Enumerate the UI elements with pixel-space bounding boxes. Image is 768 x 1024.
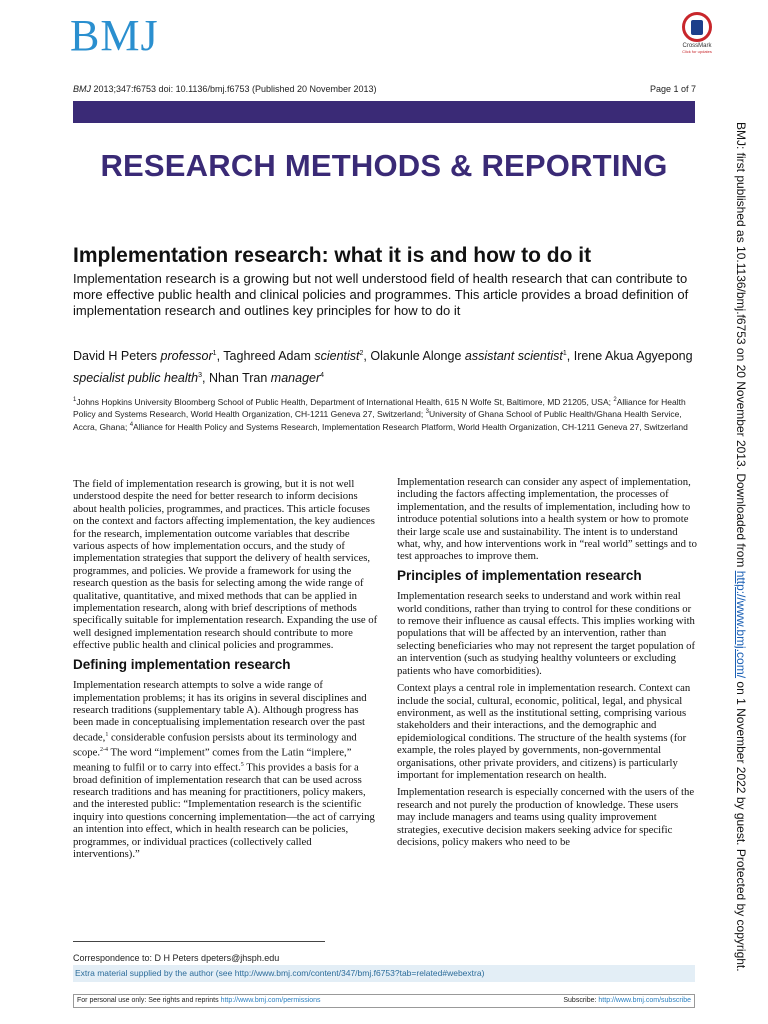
crossmark-label: CrossMark [682, 43, 712, 49]
page-footer [73, 994, 695, 1008]
personal-use-note: For personal use only: See rights and reprints [77, 997, 221, 1004]
extra-material-note[interactable]: Extra material supplied by the author (see http://www.bmj.com/content/347/bmj.f6753?tab=related#webextra) [73, 965, 695, 982]
reference-mark[interactable]: 2-4 [100, 746, 109, 753]
body-column-left [73, 478, 381, 865]
author-name: Olakunle Alonge [370, 349, 462, 364]
subscribe-label: Subscribe: [563, 997, 599, 1004]
author-affiliation-ref: 3 [198, 372, 202, 380]
permissions-link[interactable]: http://www.bmj.com/permissions [220, 997, 321, 1004]
affiliation-num: 3 [425, 409, 429, 416]
body-paragraph: Implementation research can consider any aspect of implementation, including the factors affecting implementation, the processes of implementation, and the results of implementation, including how to introduce potential solutions into a health system or how to promote their large scale use and sustainability. The intent is to understand what, why, and how interventions work in “real world” settings and to test approaches to improve them. [397, 476, 697, 563]
crossmark-icon [682, 12, 712, 42]
affiliations [73, 395, 703, 432]
affiliation-text: Alliance for Health Policy and Systems Research, Implementation Research Platform, World Health Organization, CH-1211 Geneva 27, Switzerland [133, 421, 688, 432]
article-standfirst: Implementation research is a growing but not well understood field of health research that can contribute to more effective public health and clinical policies and programmes. This article provides a broad definition of implementation research and outlines key principles for how to do it [73, 271, 689, 318]
body-paragraph [73, 679, 381, 860]
author-affiliation-ref: 1 [212, 350, 217, 357]
citation-journal: BMJ [73, 84, 91, 94]
author-role: professor [160, 349, 213, 364]
affiliation-text: Johns Hopkins University Bloomberg School of Public Health, Department of International Health, 615 N Wolfe St, Baltimore, MD 21205, USA; [76, 396, 614, 407]
correspondence: Correspondence to: D H Peters dpeters@jhsph.edu [73, 953, 280, 963]
body-text: The word “implement” comes from the Latin “implere,” meaning to fulfil or to carry into effect. [73, 746, 352, 774]
body-text: considerable confusion persists about its terminology and scope. [73, 731, 357, 759]
body-text: Implementation research attempts to solve a wide range of implementation problems; it has its origins in several disciplines and research traditions (supplementary table A). Although progress has been made in conceptualising implementation research over the past decade, [73, 679, 367, 744]
author-role: specialist public health [73, 371, 199, 386]
reference-mark[interactable]: 1 [105, 731, 109, 738]
citation-line [73, 84, 377, 94]
body-paragraph: The field of implementation research is growing, but it is not well understood despite the need for better research to inform decisions about health policies, programmes, and practices. This article focuses on the context and factors affecting implementation, the key audiences for the research, implementation outcome variables that describe various aspects of how implementation occurs, and the study of implementation strategies that support the delivery of health services, programmes, and policies. We provide a framework for using the research question as the basis for selecting among the wide range of qualitative, quantitative, and mixed methods that can be applied in implementation research, along with brief descriptions of methods specifically suitable for implementation research. Expanding the use of well designed implementation research should contribute to more effective public health and clinical policies and programmes. [73, 478, 378, 652]
author-role: scientist [314, 349, 360, 364]
affiliation-num: 1 [73, 397, 77, 403]
crossmark-sublabel: Click for updates [682, 49, 712, 54]
side-copyright-notice [734, 122, 748, 1022]
body-paragraph: Implementation research seeks to understand and work within real world conditions, rather than trying to control for these conditions or to remove their influence as causal effects. This implies working with populations that will be affected by an intervention, rather than selecting beneficiaries who may not represent the target population of an intervention (such as studying healthy volunteers or excluding patients who have comorbidities). [397, 590, 696, 677]
citation-details: 2013;347:f6753 doi: 10.1136/bmj.f6753 (Published 20 November 2013) [91, 84, 377, 94]
author-list: David H Peters professor$^1$, Taghreed Adam scientist$^2$, Olakunle Alonge assistant scientist$^1$, Irene Akua Agyepong specialist public health$^3$, Nhan Tran manager$^4$ [73, 349, 693, 386]
author-affiliation-ref: 4 [320, 372, 325, 380]
footnote-divider [73, 941, 325, 942]
body-column-right [397, 476, 699, 853]
author-name: David H Peters [73, 349, 158, 364]
author-role: assistant scientist [464, 349, 563, 364]
affiliation-num: 4 [129, 421, 134, 428]
heading-defining: Defining implementation research [73, 656, 291, 672]
article-title: Implementation research: what it is and how to do it [73, 244, 592, 267]
side-notice-link[interactable]: http://www.bmj.com/ [734, 570, 748, 679]
author-affiliation-ref: 1 [562, 350, 567, 357]
affiliation-text: University of Ghana School of Public Health/Ghana Health Service, Accra, Ghana; [73, 409, 682, 432]
affiliation-text: Alliance for Health Policy and Systems Research, World Health Organization, CH-1211 Geneva 27, Switzerland; [73, 396, 686, 420]
page-number: Page 1 of 7 [649, 84, 696, 94]
subscribe-note [563, 995, 691, 1007]
bmj-logo: BMJ [70, 11, 159, 60]
body-paragraph: Context plays a central role in implementation research. Context can include the social, cultural, economic, political, legal, and physical environment, as well as the institutional setting, comprising various stakeholders and their interactions, and the demographic and epidemiological conditions. The structure of the health systems (for example, the roles played by governments, non-governmental organisations, other private providers, and citizens) is particularly important for implementation research on health. [397, 682, 691, 781]
crossmark-badge[interactable] [677, 12, 717, 58]
author-name: Irene Akua Agyepong [573, 349, 693, 364]
body-paragraph: Implementation research is especially concerned with the users of the research and not purely the production of knowledge. These users may include managers and teams using quality improvement strategies, executive decision makers seeking advice for specific decisions, policy makers who need to be [397, 786, 695, 848]
heading-principles: Principles of implementation research [397, 567, 642, 583]
author-name: Taghreed Adam [223, 349, 311, 364]
author-role: manager [270, 371, 321, 386]
section-bar [73, 101, 695, 123]
reference-mark[interactable]: 5 [240, 761, 244, 768]
side-notice-text: on 1 November 2022 by guest. Protected by copyright. [734, 678, 748, 972]
subscribe-link[interactable]: http://www.bmj.com/subscribe [598, 997, 691, 1004]
body-text: This provides a basis for a broad definition of implementation research that can be used across research traditions and has meaning for practitioners, policy makers, and the interested public: “Implementation research is the scientific inquiry into questions concerning implementation—the act of carrying an intention into effect, which in health research can be policies, programmes, or individual practices (collectively called interventions).” [73, 761, 375, 861]
author-affiliation-ref: 2 [359, 350, 364, 357]
affiliation-num: 2 [613, 397, 617, 403]
section-heading: RESEARCH METHODS & REPORTING [100, 148, 668, 183]
side-notice-text: BMJ: first published as 10.1136/bmj.f6753 on 20 November 2013. Downloaded from [734, 122, 748, 571]
author-name: Nhan Tran [208, 371, 268, 386]
